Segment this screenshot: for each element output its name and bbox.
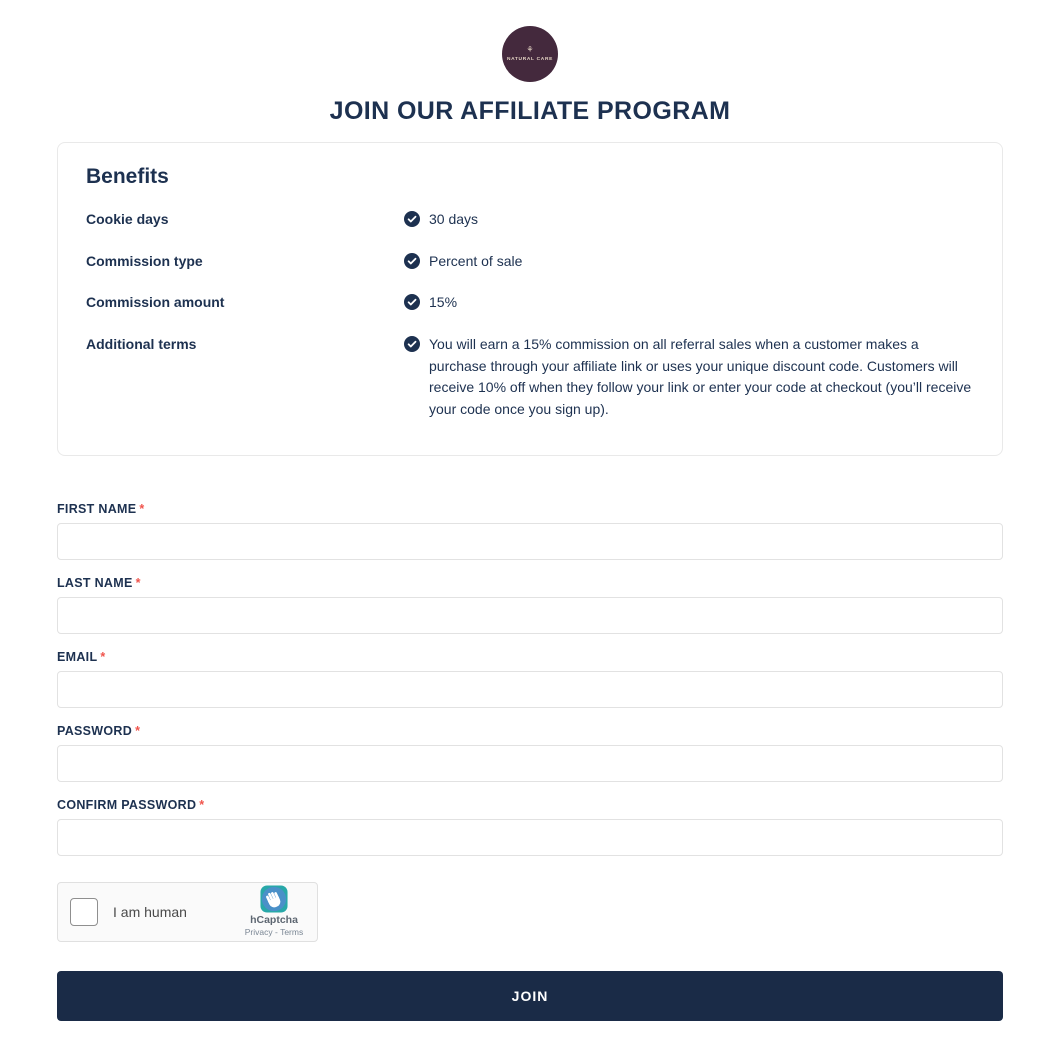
benefit-value-group (404, 251, 974, 273)
brand-name: NATURAL CARE (506, 57, 554, 62)
first-name-field (57, 502, 1003, 560)
password-input[interactable] (57, 745, 1003, 782)
captcha-privacy-link[interactable]: Privacy (244, 927, 273, 938)
check-icon (404, 294, 420, 310)
hcaptcha-widget (57, 882, 318, 942)
benefit-row-additional-terms (86, 334, 974, 421)
email-label (57, 650, 1003, 664)
captcha-terms-link[interactable]: Terms (280, 927, 304, 938)
benefit-label: Additional terms (86, 336, 197, 353)
required-marker: * (199, 797, 205, 812)
benefit-row-cookie-days (86, 209, 974, 231)
captcha-brand-name: hCaptcha (250, 914, 298, 927)
check-icon (404, 253, 420, 269)
page-title: JOIN OUR AFFILIATE PROGRAM (329, 97, 731, 125)
signup-form (57, 502, 1003, 1021)
captcha-label: I am human (113, 903, 187, 920)
first-name-label (57, 502, 1003, 516)
first-name-input[interactable] (57, 523, 1003, 560)
brand-logo (502, 26, 558, 82)
hcaptcha-logo-icon (260, 885, 288, 913)
confirm-password-label (57, 798, 1003, 812)
benefit-value-group (404, 292, 974, 314)
benefit-value-group (404, 334, 974, 421)
confirm-password-field (57, 798, 1003, 856)
required-marker: * (139, 501, 145, 516)
field-label-text: FIRST NAME (57, 501, 137, 516)
join-button[interactable]: JOIN (57, 971, 1003, 1021)
last-name-field (57, 576, 1003, 634)
check-icon (404, 336, 420, 352)
email-input[interactable] (57, 671, 1003, 708)
benefit-label: Commission type (86, 252, 203, 269)
captcha-brand-block (240, 885, 308, 938)
benefit-value: 15% (429, 294, 458, 311)
password-field (57, 724, 1003, 782)
flower-icon: ⚘ (526, 45, 534, 54)
confirm-password-input[interactable] (57, 819, 1003, 856)
required-marker: * (100, 649, 106, 664)
required-marker: * (135, 575, 141, 590)
last-name-input[interactable] (57, 597, 1003, 634)
benefit-value: Percent of sale (429, 252, 523, 269)
benefit-value-group (404, 209, 974, 231)
benefits-heading: Benefits (86, 165, 169, 188)
benefits-card (57, 142, 1003, 456)
required-marker: * (135, 723, 141, 738)
benefit-label: Cookie days (86, 211, 169, 227)
benefit-label: Commission amount (86, 294, 225, 311)
captcha-links (245, 927, 303, 938)
benefit-value: 30 days (429, 211, 479, 227)
benefit-row-commission-amount (86, 292, 974, 314)
field-label-text: CONFIRM PASSWORD (57, 797, 197, 812)
field-label-text: EMAIL (57, 649, 98, 664)
captcha-link-separator: - (275, 927, 278, 938)
email-field (57, 650, 1003, 708)
benefit-row-commission-type (86, 251, 974, 273)
last-name-label (57, 576, 1003, 590)
check-icon (404, 211, 420, 227)
field-label-text: LAST NAME (57, 575, 133, 590)
field-label-text: PASSWORD (57, 723, 133, 738)
password-label (57, 724, 1003, 738)
benefit-value: You will earn a 15% commission on all referral sales when a customer makes a purchase through your affiliate link or uses your unique discount code. Customers will receive 10% off when they follow your link or enter your code at checkout (you’ll receive your code once you sign up). (429, 336, 972, 418)
captcha-checkbox[interactable] (70, 898, 98, 926)
